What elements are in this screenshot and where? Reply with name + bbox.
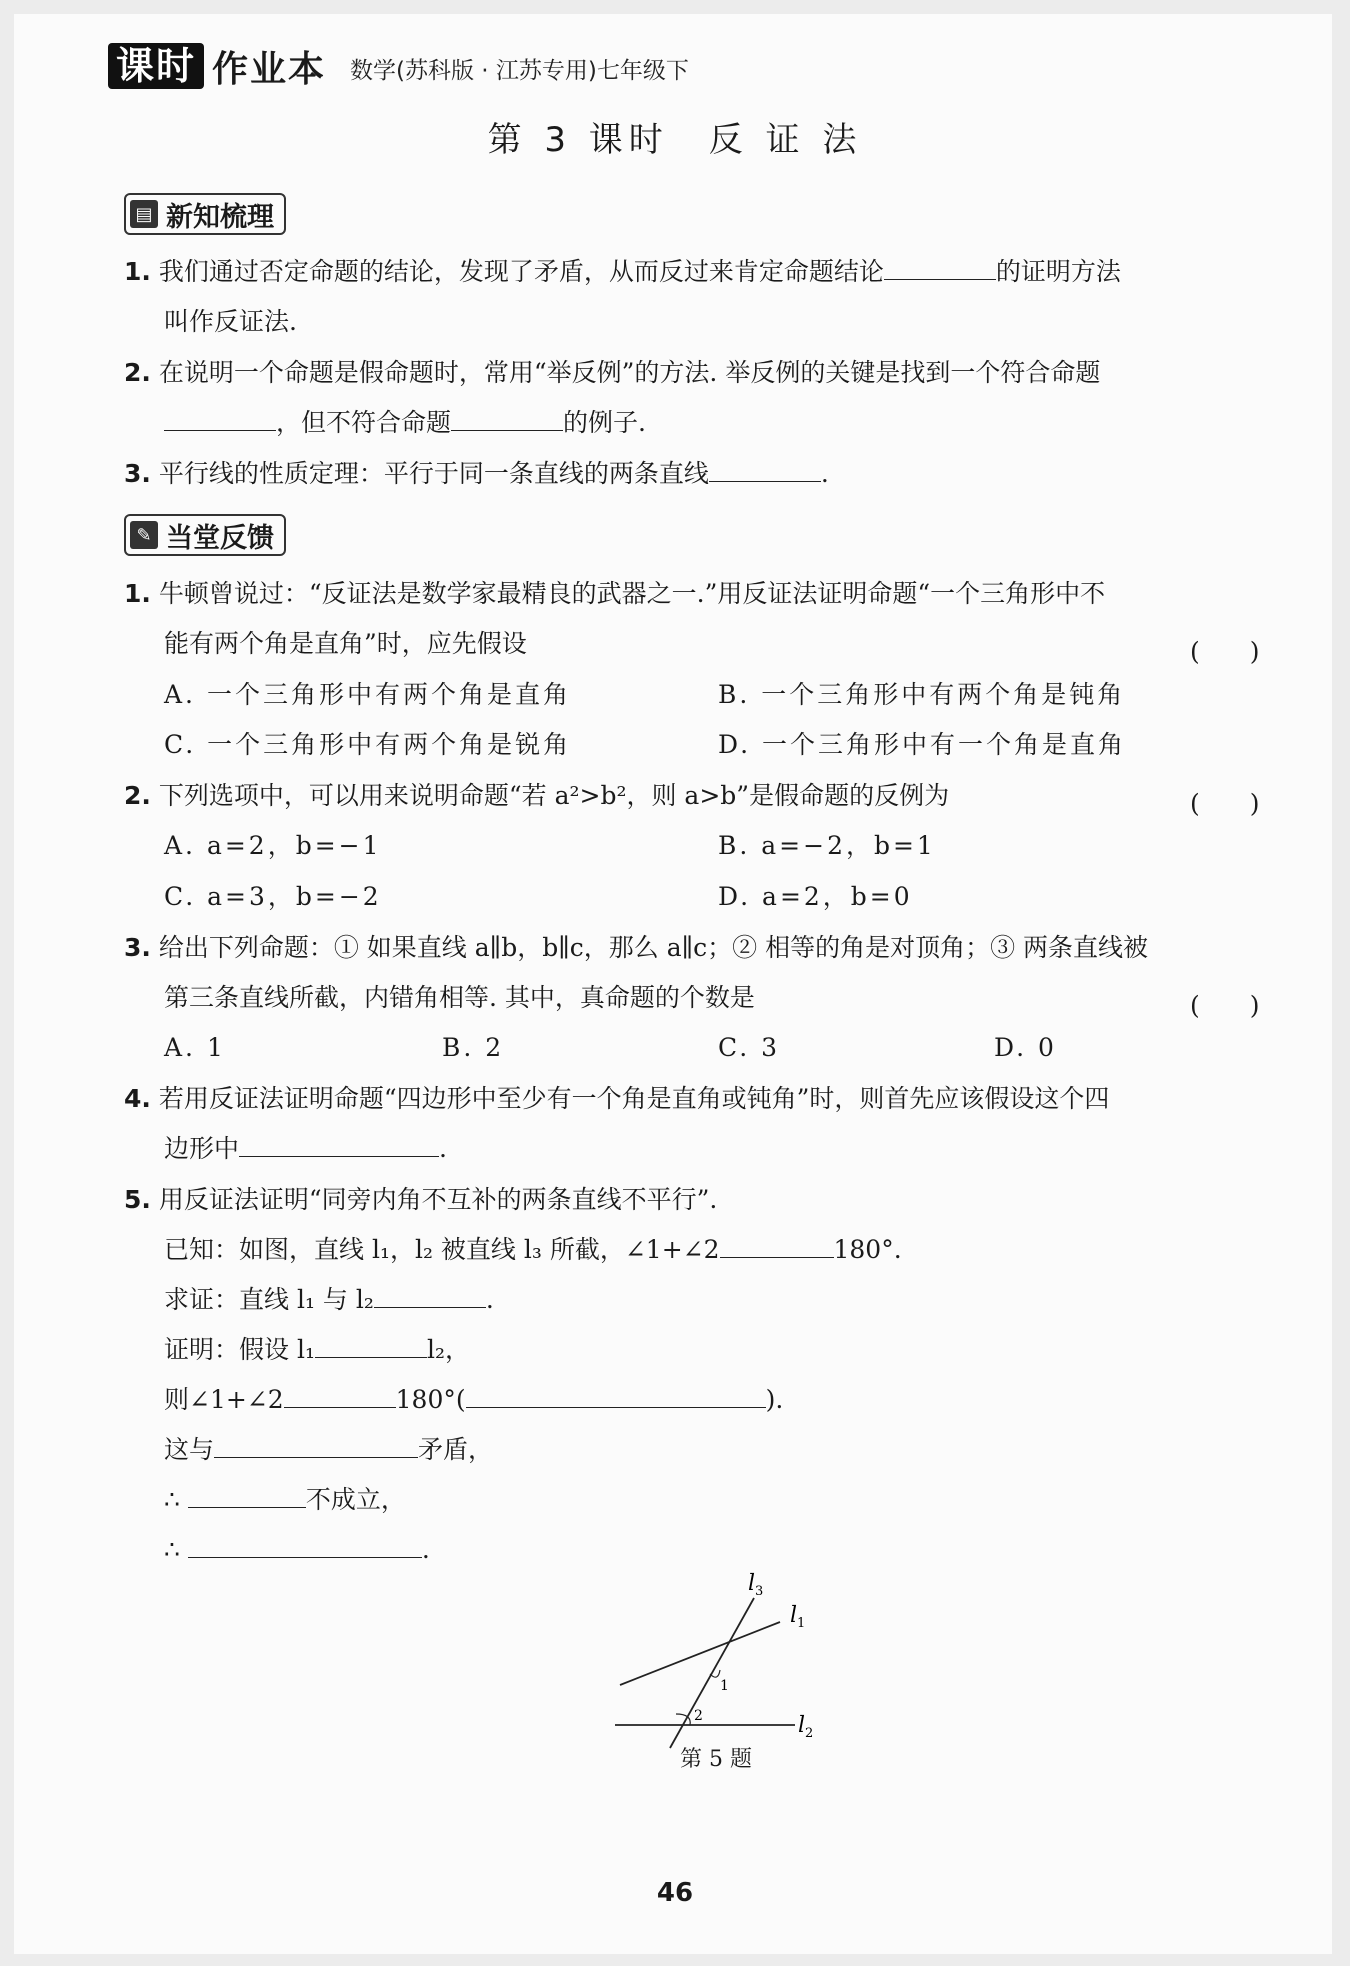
- s1-item1-line1: [124, 254, 1121, 290]
- fill-blank[interactable]: [374, 1283, 486, 1308]
- s1-item2-line1: [124, 355, 1100, 391]
- s1-item1-line2: 叫作反证法.: [164, 307, 297, 336]
- item-text: 则∠1+∠2: [164, 1385, 284, 1414]
- q3-line2: 第三条直线所截，内错角相等. 其中，真命题的个数是: [164, 983, 755, 1012]
- fill-blank[interactable]: [315, 1333, 427, 1358]
- item-text: .: [820, 459, 829, 488]
- item-text: 我们通过否定命题的结论，发现了矛盾，从而反过来肯定命题结论: [158, 257, 884, 286]
- item-text: 180°.: [833, 1235, 902, 1264]
- therefore-symbol: ∴: [164, 1485, 180, 1514]
- l3-label: $l_3$: [748, 1571, 764, 1599]
- angle-2-label: 2: [694, 1708, 703, 1724]
- q3-line1: [124, 930, 1148, 966]
- item-text: .: [485, 1285, 494, 1314]
- item-text: 的证明方法: [995, 257, 1121, 286]
- fill-blank[interactable]: [214, 1433, 418, 1458]
- q5-line1: [124, 1182, 717, 1218]
- s1-item3-line1: [124, 456, 829, 492]
- book-icon: ▤: [130, 200, 158, 228]
- item-number: 3.: [124, 933, 151, 962]
- item-text: 给出下列命题：① 如果直线 a∥b，b∥c，那么 a∥c；② 相等的角是对顶角；③ 两条直线被: [158, 933, 1149, 962]
- header-logo: [108, 42, 326, 90]
- section-heading-classroom-feedback: [124, 514, 286, 556]
- item-number: 2.: [124, 781, 151, 810]
- page-number: 46: [656, 1878, 694, 1908]
- lesson-title: 第 3 课时 反 证 法: [487, 120, 863, 160]
- s1-item2-line2: [164, 405, 646, 441]
- l2-label: $l_2$: [798, 1713, 814, 1741]
- q2-line1: [124, 778, 949, 814]
- item-number: 4.: [124, 1084, 151, 1113]
- therefore-symbol: ∴: [164, 1535, 180, 1564]
- item-text: 证明：假设 l₁: [164, 1335, 315, 1364]
- section-heading-new-knowledge: [124, 193, 286, 235]
- q5-given: [164, 1232, 902, 1268]
- item-text: 这与: [164, 1435, 215, 1464]
- q2-option-c[interactable]: C. a=3，b=−2: [164, 882, 382, 911]
- fill-blank[interactable]: [466, 1383, 766, 1408]
- item-text: 矛盾，: [418, 1435, 494, 1464]
- q5-proof-therefore1: [164, 1482, 406, 1518]
- logo-name: 作业本: [212, 48, 327, 90]
- q1-line1: [124, 576, 1105, 612]
- q5-proof-contradiction: [164, 1432, 493, 1468]
- header-subject: 数学(苏科版 · 江苏专用)七年级下: [350, 58, 689, 84]
- fill-blank[interactable]: [709, 457, 821, 482]
- item-number: 2.: [124, 358, 151, 387]
- answer-bracket[interactable]: ( ): [1190, 637, 1260, 666]
- item-text: 用反证法证明“同旁内角不互补的两条直线不平行”.: [158, 1185, 718, 1214]
- fill-blank[interactable]: [188, 1483, 306, 1508]
- fill-blank[interactable]: [164, 406, 276, 431]
- q5-prove: [164, 1282, 494, 1318]
- q5-proof-then: [164, 1382, 783, 1418]
- item-text: 不成立，: [305, 1485, 406, 1514]
- section-title: 新知梳理: [166, 201, 274, 233]
- answer-bracket[interactable]: ( ): [1190, 991, 1260, 1020]
- q2-option-a[interactable]: A. a=2，b=−1: [164, 831, 382, 860]
- item-text: 180°(: [395, 1385, 466, 1414]
- item-text: 边形中: [164, 1134, 240, 1163]
- fill-blank[interactable]: [188, 1533, 422, 1558]
- item-text: 牛顿曾说过：“反证法是数学家最精良的武器之一.”用反证法证明命题“一个三角形中不: [158, 579, 1106, 608]
- item-text: .: [439, 1134, 447, 1163]
- q3-option-a[interactable]: A. 1: [164, 1033, 226, 1062]
- item-text: ，但不符合命题: [276, 408, 452, 437]
- fill-blank[interactable]: [451, 406, 563, 431]
- fill-blank[interactable]: [884, 255, 996, 280]
- item-text: 若用反证法证明命题“四边形中至少有一个角是直角或钝角”时，则首先应该假设这个四: [158, 1084, 1110, 1113]
- fill-blank[interactable]: [720, 1233, 834, 1258]
- item-number: 1.: [124, 257, 151, 286]
- q1-option-c[interactable]: C. 一个三角形中有两个角是锐角: [164, 730, 572, 759]
- fill-blank[interactable]: [239, 1132, 439, 1157]
- q4-line2: [164, 1131, 447, 1167]
- q5-proof-therefore2: [164, 1532, 430, 1568]
- item-text: 在说明一个命题是假命题时，常用“举反例”的方法. 举反例的关键是找到一个符合命题: [158, 358, 1101, 387]
- q5-proof-assume: [164, 1332, 470, 1368]
- item-text: 已知：如图，直线 l₁，l₂ 被直线 l₃ 所截，∠1+∠2: [164, 1235, 720, 1264]
- line-l1: [620, 1622, 780, 1685]
- item-number: 3.: [124, 459, 151, 488]
- fill-blank[interactable]: [284, 1383, 396, 1408]
- item-text: ).: [765, 1385, 784, 1414]
- l1-label: $l_1$: [790, 1603, 806, 1631]
- item-text: 下列选项中，可以用来说明命题“若 a²>b²，则 a>b”是假命题的反例为: [158, 781, 950, 810]
- q1-line2: 能有两个角是直角”时，应先假设: [164, 629, 527, 658]
- item-number: 5.: [124, 1185, 151, 1214]
- q4-line1: [124, 1081, 1109, 1117]
- q1-option-b[interactable]: B. 一个三角形中有两个角是钝角: [718, 680, 1126, 709]
- q1-option-d[interactable]: D. 一个三角形中有一个角是直角: [718, 730, 1127, 759]
- figure-caption: 第 5 题: [680, 1747, 752, 1772]
- geometry-figure: [600, 1570, 860, 1770]
- section-title: 当堂反馈: [166, 522, 274, 554]
- q3-option-d[interactable]: D. 0: [994, 1033, 1057, 1062]
- logo-badge: 课时: [108, 43, 204, 89]
- item-text: .: [421, 1535, 430, 1564]
- item-text: 的例子.: [563, 408, 646, 437]
- q3-option-c[interactable]: C. 3: [718, 1033, 781, 1062]
- q3-option-b[interactable]: B. 2: [442, 1033, 505, 1062]
- item-text: l₂，: [426, 1335, 470, 1364]
- item-number: 1.: [124, 579, 151, 608]
- angle-1-label: 1: [720, 1678, 729, 1694]
- answer-bracket[interactable]: ( ): [1190, 789, 1260, 818]
- q2-option-b[interactable]: B. a=−2，b=1: [718, 831, 936, 860]
- item-text: 平行线的性质定理：平行于同一条直线的两条直线: [158, 459, 709, 488]
- q1-option-a[interactable]: A. 一个三角形中有两个角是直角: [164, 680, 571, 709]
- pencil-note-icon: ✎: [130, 521, 158, 549]
- item-text: 求证：直线 l₁ 与 l₂: [164, 1285, 374, 1314]
- q2-option-d[interactable]: D. a=2，b=0: [718, 882, 913, 911]
